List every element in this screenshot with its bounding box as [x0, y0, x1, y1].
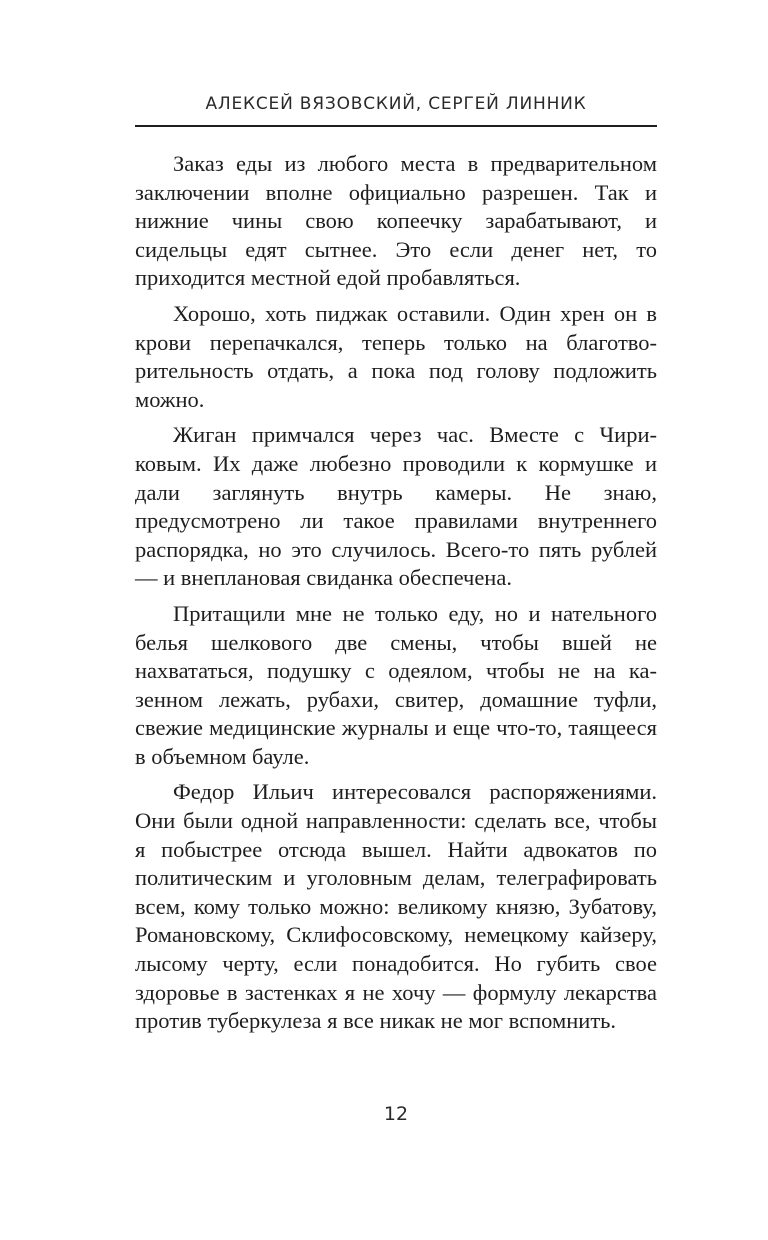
page-number: 12: [383, 1103, 409, 1125]
running-head: АЛЕКСЕЙ ВЯЗОВСКИЙ, СЕРГЕЙ ЛИННИК: [205, 94, 587, 114]
paragraph: Жиган примчался через час. Вместе с Чириковым. Их даже любезно проводили к кормушке и дали заглянуть внутрь камеры. Не знаю, предусмотрено ли такое правилами внутреннего распорядка, но это случилось. Всего-то пять рублей — и внеплановая свиданка обеспечена.: [135, 422, 657, 591]
header-rule: [135, 125, 657, 127]
body-text: [135, 150, 657, 1043]
paragraph: Федор Ильич интересовался распоряжениями. Они были одной направленности: сделать все, чтобы я побыстрее отсюда вышел. Найти адвокатов по политическим и уголовным делам, телеграфировать всем, кому только можно: великому князю, Зубатову, Романовскому, Склифосовскому, немецкому кайзеру, лысому черту, если понадобится. Но губить свое здоровье в застенках я не хочу — формулу лекарства против туберкулеза я все никак не мог вспомнить.: [135, 779, 657, 1034]
paragraph: Хорошо, хоть пиджак оставили. Один хрен он в крови перепачкался, теперь только на благотворительность отдать, а пока под голову подложить можно.: [135, 300, 657, 412]
paragraph: Притащили мне не только еду, но и нательного белья шелкового две смены, чтобы вшей не нахвататься, подушку с одеялом, чтобы не на казенном лежать, рубахи, свитер, домашние туфли, свежие медицинские журналы и еще что-то, таящееся в объемном бауле.: [135, 600, 657, 769]
paragraph: Заказ еды из любого места в предварительном заключении вполне официально разрешен. Так и нижние чины свою копеечку зарабатывают, и сидельцы едят сытнее. Это если денег нет, то приходится местной едой пробавляться.: [135, 151, 657, 291]
